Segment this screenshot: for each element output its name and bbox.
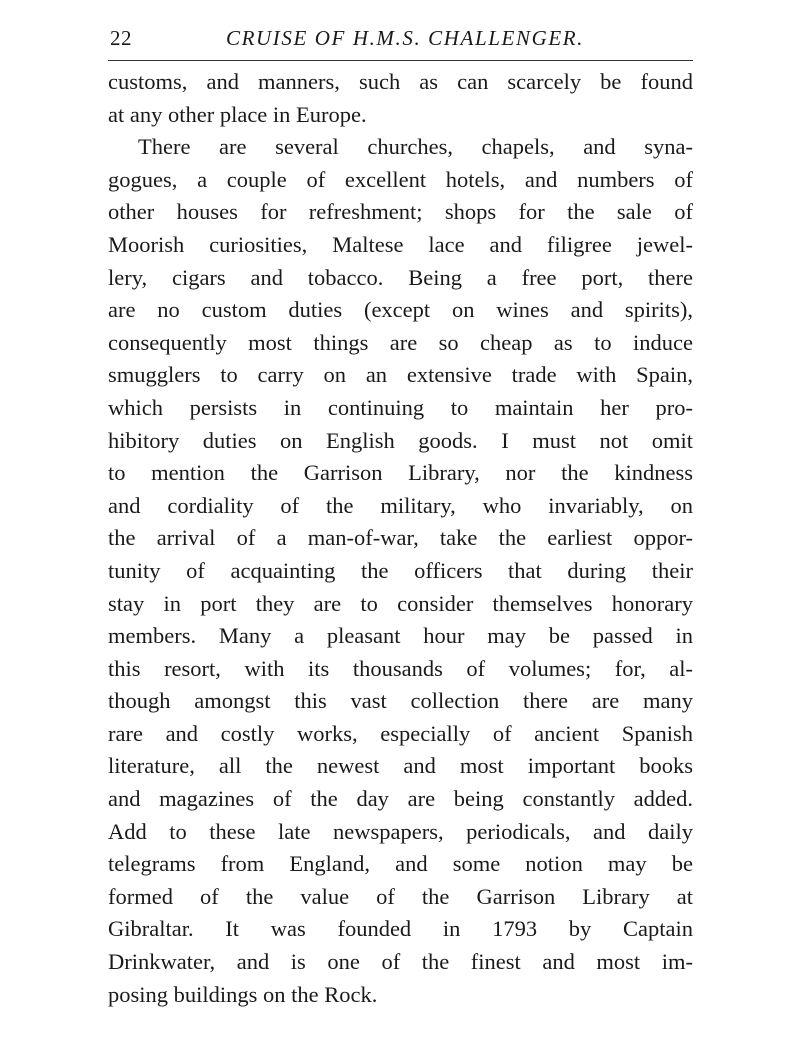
text-line: literature, all the newest and most important books <box>108 753 693 779</box>
text-line: the arrival of a man-of-war, take the earliest oppor- <box>108 525 693 551</box>
text-line: formed of the value of the Garrison Library at <box>108 883 693 909</box>
text-line: customs, and manners, such as can scarcely be found <box>108 69 693 94</box>
text-line: consequently most things are so cheap as to induce <box>108 329 693 355</box>
text-line: tunity of acquainting the officers that during their <box>108 557 693 583</box>
page-number: 22 <box>110 26 132 50</box>
text-line: Drinkwater, and is one of the finest and most im- <box>108 949 693 975</box>
text-line: rare and costly works, especially of ancient Spanish <box>108 720 693 746</box>
text-line: posing buildings on the Rock. <box>108 981 378 1007</box>
text-line: and cordiality of the military, who invariably, on <box>108 492 693 518</box>
header-rule <box>108 60 693 61</box>
text-line: telegrams from England, and some notion may be <box>108 851 693 877</box>
text-line: lery, cigars and tobacco. Being a free port, there <box>108 264 693 290</box>
body-text <box>108 66 693 1011</box>
paragraph-first-line: There are several churches, chapels, and syna- <box>138 134 693 160</box>
text-line: to mention the Garrison Library, nor the kindness <box>108 460 693 486</box>
text-line: Moorish curiosities, Maltese lace and filigree jewel- <box>108 231 693 257</box>
text-line: members. Many a pleasant hour may be passed in <box>108 623 693 649</box>
text-line: though amongst this vast collection there are many <box>108 688 693 714</box>
text-line: which persists in continuing to maintain her pro- <box>108 394 693 420</box>
text-line: at any other place in Europe. <box>108 101 367 127</box>
text-line: other houses for refreshment; shops for the sale of <box>108 199 693 225</box>
text-line: hibitory duties on English goods. I must not omit <box>108 427 693 453</box>
running-head <box>108 22 693 54</box>
text-line: Gibraltar. It was founded in 1793 by Captain <box>108 916 693 942</box>
text-line: are no custom duties (except on wines and spirits), <box>108 297 693 323</box>
text-line: this resort, with its thousands of volumes; for, al- <box>108 655 693 681</box>
text-line: and magazines of the day are being constantly added. <box>108 786 693 812</box>
running-title: CRUISE OF H.M.S. CHALLENGER. <box>226 26 585 50</box>
text-line: gogues, a couple of excellent hotels, and numbers of <box>108 166 693 192</box>
text-line: stay in port they are to consider themselves honorary <box>108 590 693 616</box>
text-line: smugglers to carry on an extensive trade with Spain, <box>108 362 693 388</box>
text-line: Add to these late newspapers, periodicals, and daily <box>108 818 693 844</box>
